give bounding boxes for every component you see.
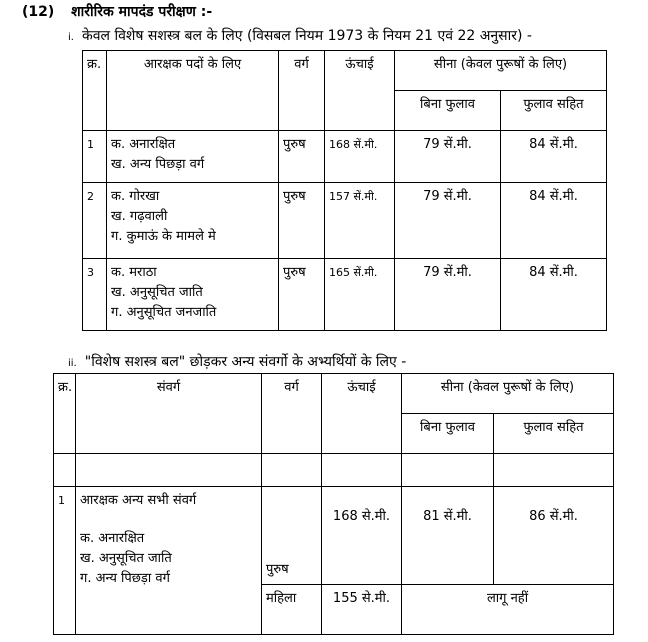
header-expanded: फुलाव सहित — [494, 414, 614, 454]
table-other-cadres — [53, 373, 614, 635]
row-unexpanded-male: 81 सें.मी. — [402, 487, 494, 585]
cadre-title: आरक्षक अन्य सभी संवर्ग — [80, 493, 197, 508]
header-height: ऊंचाई — [325, 51, 395, 131]
cadre-line: ग. अन्य पिछड़ा वर्ग — [80, 571, 170, 586]
row-category: पुरुष — [279, 259, 325, 331]
header-category: वर्ग — [279, 51, 325, 131]
row-cadre — [76, 487, 262, 635]
row-sn: 3 — [83, 259, 107, 331]
row-unexpanded: 79 सें.मी. — [395, 259, 501, 331]
post-line: ग. कुमाऊं के मामले मे — [111, 229, 216, 244]
row-expanded: 84 सें.मी. — [501, 183, 607, 259]
row-height: 157 सें.मी. — [325, 183, 395, 259]
post-line: ख. गढ़वाली — [111, 209, 168, 224]
row-height-male: 168 से.मी. — [322, 487, 402, 585]
post-line: ख. अनुसूचित जाति — [111, 285, 203, 300]
header-category: वर्ग — [262, 374, 322, 454]
row-expanded: 84 सें.मी. — [501, 131, 607, 183]
row-unexpanded: 79 सें.मी. — [395, 183, 501, 259]
header-height: ऊंचाई — [322, 374, 402, 454]
header-chest: सीना (केवल पुरूषों के लिए) — [395, 51, 607, 91]
table-row — [83, 259, 607, 331]
header-unexpanded: बिना फुलाव — [402, 414, 494, 454]
table-row — [54, 487, 614, 585]
section-heading — [22, 2, 212, 21]
header-sn: क्र. — [83, 51, 107, 131]
section2-title-text: "विशेष सशस्त्र बल" छोड़कर अन्य संवर्गो के अभ्यर्थियों के लिए - — [84, 354, 407, 370]
row-sn: 1 — [83, 131, 107, 183]
row-chest-female: लागू नहीं — [402, 585, 614, 635]
row-height-female: 155 से.मी. — [322, 585, 402, 635]
header-sn: क्र. — [54, 374, 76, 454]
header-post: आरक्षक पदों के लिए — [107, 51, 279, 131]
row-expanded: 84 सें.मी. — [501, 259, 607, 331]
header-unexpanded: बिना फुलाव — [395, 91, 501, 131]
cadre-line: ख. अनुसूचित जाति — [80, 551, 172, 566]
row-sn: 2 — [83, 183, 107, 259]
row-category: पुरुष — [279, 183, 325, 259]
header-expanded: फुलाव सहित — [501, 91, 607, 131]
table-row — [83, 131, 607, 183]
table-special-armed-force — [82, 50, 607, 331]
post-line: ख. अन्य पिछड़ा वर्ग — [111, 157, 205, 172]
post-line: क. मराठा — [111, 265, 157, 280]
row-category: पुरुष — [279, 131, 325, 183]
row-post — [107, 131, 279, 183]
heading-number: (12) — [22, 4, 55, 20]
header-cadre: संवर्ग — [76, 374, 262, 454]
row-height: 168 सें.मी. — [325, 131, 395, 183]
row-category-male: पुरुष — [262, 487, 322, 585]
cadre-line: क. अनारक्षित — [80, 531, 145, 546]
row-post — [107, 183, 279, 259]
section1-roman: i. — [68, 32, 74, 43]
heading-title: शारीरिक मापदंड परीक्षण :- — [71, 4, 213, 20]
post-line: क. अनारक्षित — [111, 137, 176, 152]
header-chest: सीना (केवल पुरूषों के लिए) — [402, 374, 614, 414]
row-expanded-male: 86 सें.मी. — [494, 487, 614, 585]
section2-roman: ii. — [68, 358, 77, 369]
section2-title — [68, 352, 406, 371]
row-unexpanded: 79 सें.मी. — [395, 131, 501, 183]
post-line: ग. अनुसूचित जनजाति — [111, 305, 217, 320]
row-height: 165 सें.मी. — [325, 259, 395, 331]
section1-title-text: केवल विशेष सशस्त्र बल के लिए (विसबल नियम 1973 के नियम 21 एवं 22 अनुसार) - — [81, 28, 532, 44]
table-row — [83, 183, 607, 259]
section1-title — [68, 26, 532, 45]
row-post — [107, 259, 279, 331]
row-category-female: महिला — [262, 585, 322, 635]
post-line: क. गोरखा — [111, 189, 160, 204]
row-sn: 1 — [54, 487, 76, 635]
